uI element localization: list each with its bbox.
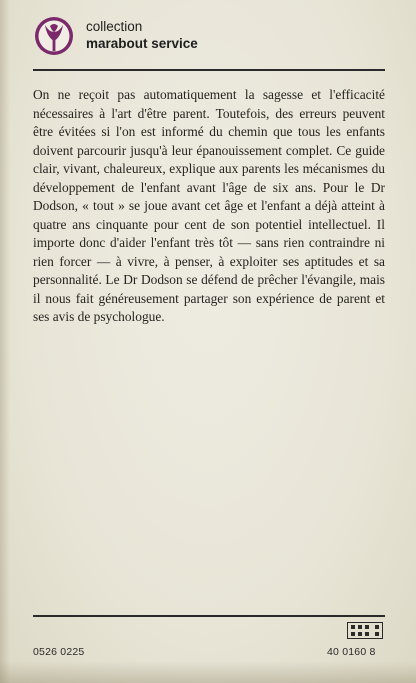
catalog-code-right: 40 0160 8 [327,646,376,658]
top-rule [33,69,385,71]
blurb-paragraph: On ne reçoit pas automatiquement la sagesse et l'efficacité nécessaires à l'art d'être parent. Toutefois, des erreurs peuvent être évitées si l'on est informé du chemin que tous les enfants doivent parcourir jusqu'à leur épanouissement complet. Ce guide clair, vivant, chaleureux, explique aux parents les mécanismes du développement de l'enfant avant l'âge de six ans. Pour le Dr Dodson, « tout » se joue avant cet âge et l'enfant a déjà atteint à quatre ans cinquante pour cent de son potentiel intellectuel. Il importe donc d'aider l'enfant très tôt — sans rien contraindre ni rien forcer — à vivre, à penser, à exploiter ses aptitudes et sa personnalité. Le Dr Dodson se défend de prêcher l'évangile, mais il nous fait généreusement partager son expérience de parent et ses avis de psychologue. [33,87,385,324]
marabout-logo-icon [34,13,74,59]
series-label: marabout service [86,36,198,51]
edge-wear-bottom [0,661,416,683]
barcode-box-icon [347,622,383,639]
collection-label: collection [86,19,143,34]
catalog-code-left: 0526 0225 [33,646,85,658]
bottom-rule [33,615,385,617]
edge-wear-left [0,0,10,683]
